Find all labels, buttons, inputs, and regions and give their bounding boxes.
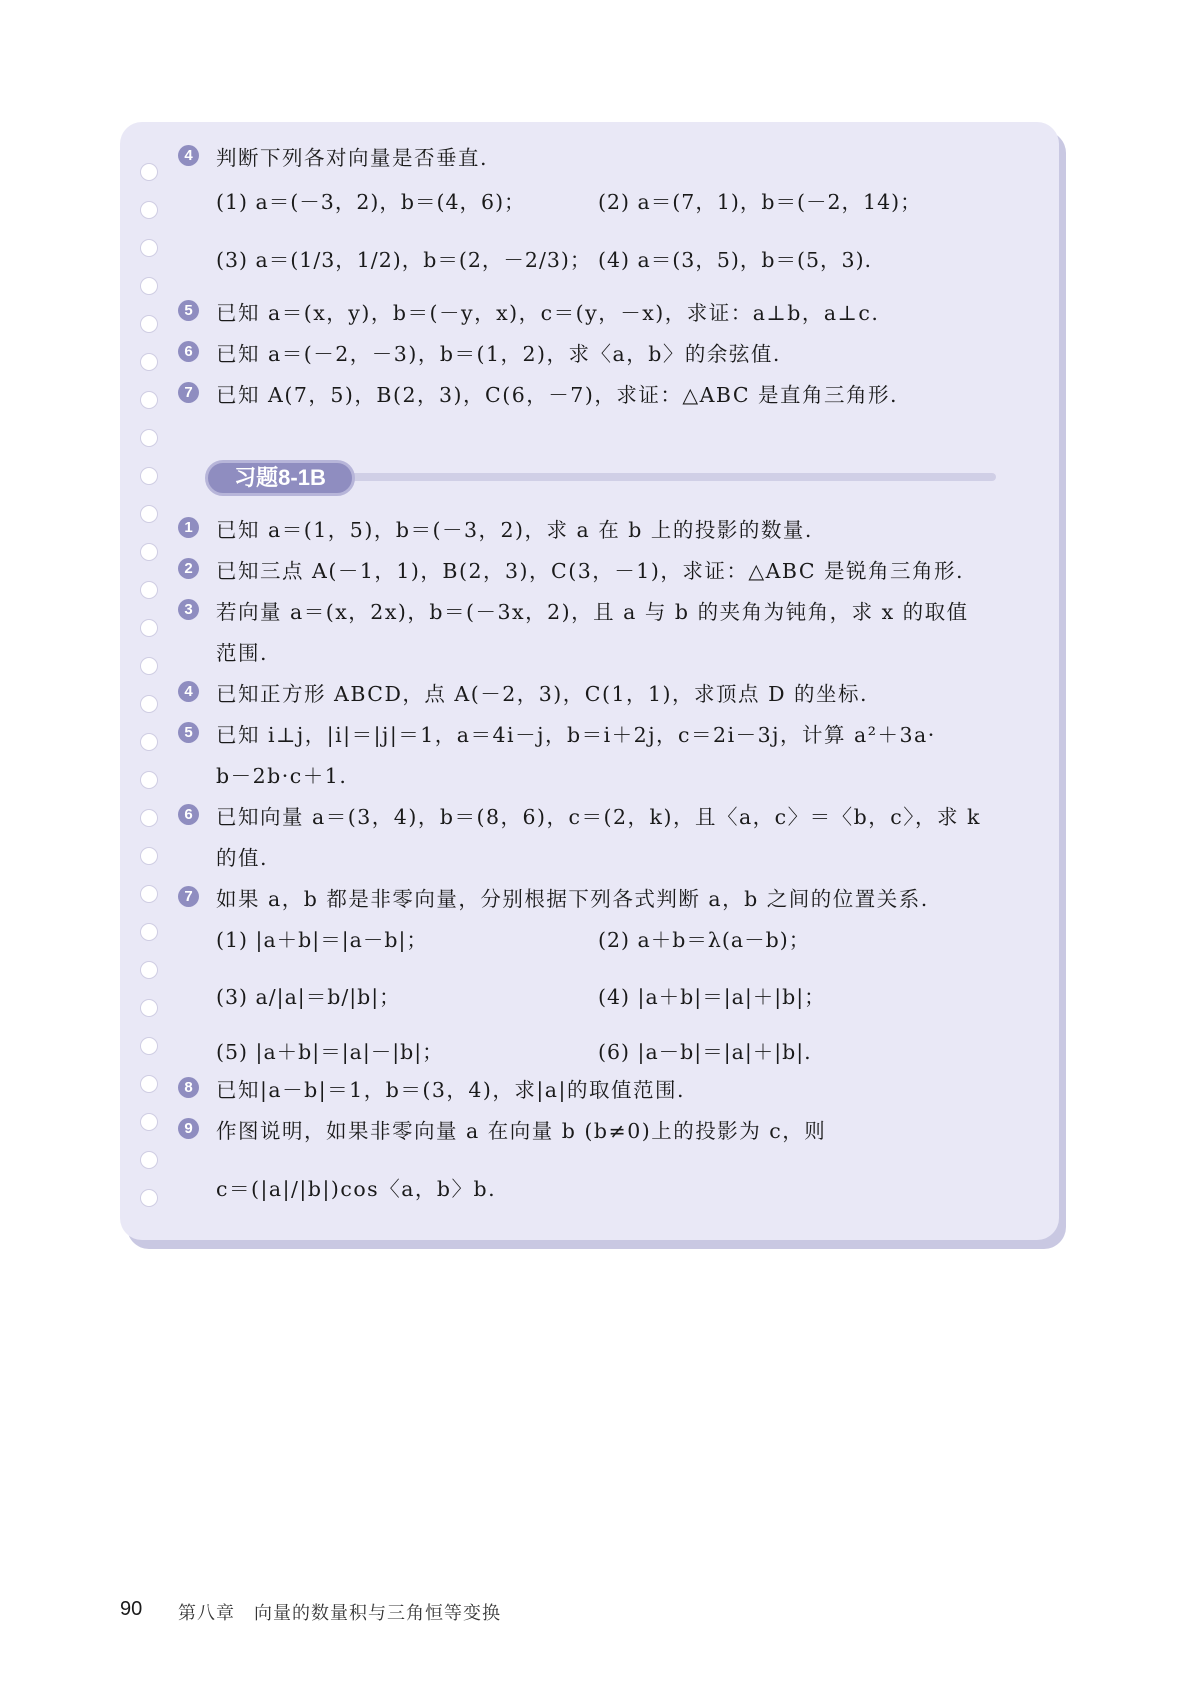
sub-item: (3) a/|a|＝b/|b|； (216, 985, 401, 1009)
binder-hole (140, 961, 158, 979)
item-number-badge: 8 (178, 1077, 199, 1098)
item-text-continued: 的值. (216, 846, 269, 870)
item-text-continued: 范围. (216, 641, 269, 665)
sub-item: (6) |a－b|＝|a|＋|b|. (598, 1040, 812, 1064)
binder-hole (140, 771, 158, 789)
item-number-badge: 4 (178, 145, 199, 166)
sub-item: (3) a＝(1/3，1/2)，b＝(2，－2/3)； (216, 248, 592, 272)
binder-hole (140, 201, 158, 219)
binder-hole (140, 619, 158, 637)
section-rule (350, 473, 996, 481)
binder-hole (140, 277, 158, 295)
binder-hole (140, 391, 158, 409)
item-text: 作图说明，如果非零向量 a 在向量 b (b≠0)上的投影为 c，则 (216, 1119, 827, 1143)
binder-hole (140, 543, 158, 561)
item-text: 已知 a＝(x，y)，b＝(－y，x)，c＝(y，－x)，求证：a⊥b，a⊥c. (216, 301, 880, 325)
binder-hole (140, 923, 158, 941)
item-text-continued: b－2b·c＋1. (216, 764, 348, 788)
binder-hole (140, 733, 158, 751)
item-text: 已知 a＝(－2，－3)，b＝(1，2)，求〈a，b〉的余弦值. (216, 342, 781, 366)
sub-item: (4) a＝(3，5)，b＝(5，3). (598, 248, 873, 272)
item-number-badge: 9 (178, 1118, 199, 1139)
sub-item: (1) a＝(－3，2)，b＝(4，6)； (216, 190, 526, 214)
item-number-badge: 3 (178, 599, 199, 620)
item-text: 已知 a＝(1，5)，b＝(－3，2)，求 a 在 b 上的投影的数量. (216, 518, 813, 542)
item-text: 若向量 a＝(x，2x)，b＝(－3x，2)，且 a 与 b 的夹角为钝角，求 x 的取值 (216, 600, 969, 624)
binder-holes (140, 163, 160, 1203)
sub-item: (2) a＝(7，1)，b＝(－2，14)； (598, 190, 922, 214)
binder-hole (140, 1151, 158, 1169)
binder-hole (140, 999, 158, 1017)
binder-hole (140, 1113, 158, 1131)
chapter-title: 第八章 向量的数量积与三角恒等变换 (178, 1603, 501, 1624)
binder-hole (140, 847, 158, 865)
item-number-badge: 2 (178, 558, 199, 579)
item-number-badge: 1 (178, 517, 199, 538)
item-text: 判断下列各对向量是否垂直. (216, 146, 489, 170)
item-text: 已知 i⊥j，|i|＝|j|＝1，a＝4i－j，b＝i＋2j，c＝2i－3j，计算 a²＋3a· (216, 723, 936, 747)
item-text: 如果 a，b 都是非零向量，分别根据下列各式判断 a，b 之间的位置关系. (216, 887, 929, 911)
item-text-continued: c＝(|a|/|b|)cos〈a，b〉b. (216, 1177, 497, 1201)
item-number-badge: 4 (178, 681, 199, 702)
binder-hole (140, 1075, 158, 1093)
binder-hole (140, 1189, 158, 1207)
binder-hole (140, 429, 158, 447)
binder-hole (140, 315, 158, 333)
binder-hole (140, 467, 158, 485)
item-text: 已知|a－b|＝1，b＝(3，4)，求|a|的取值范围. (216, 1078, 685, 1102)
sub-item: (5) |a＋b|＝|a|－|b|； (216, 1040, 444, 1064)
section-title-badge: 习题8-1B (205, 460, 355, 496)
binder-hole (140, 809, 158, 827)
item-text: 已知向量 a＝(3，4)，b＝(8，6)，c＝(2，k)，且〈a，c〉＝〈b，c〉，求 k (216, 805, 981, 829)
binder-hole (140, 695, 158, 713)
binder-hole (140, 239, 158, 257)
item-text: 已知正方形 ABCD，点 A(－2，3)，C(1，1)，求顶点 D 的坐标. (216, 682, 869, 706)
item-number-badge: 5 (178, 722, 199, 743)
binder-hole (140, 581, 158, 599)
sub-item: (4) |a＋b|＝|a|＋|b|； (598, 985, 826, 1009)
binder-hole (140, 353, 158, 371)
binder-hole (140, 885, 158, 903)
binder-hole (140, 163, 158, 181)
page-number: 90 (120, 1598, 143, 1620)
sub-item: (2) a＋b＝λ(a－b)； (598, 928, 811, 952)
item-number-badge: 5 (178, 300, 199, 321)
item-text: 已知三点 A(－1，1)，B(2，3)，C(3，－1)，求证：△ABC 是锐角三角形. (216, 559, 965, 583)
sub-item: (1) |a＋b|＝|a－b|； (216, 928, 428, 952)
binder-hole (140, 505, 158, 523)
binder-hole (140, 1037, 158, 1055)
item-number-badge: 7 (178, 886, 199, 907)
binder-hole (140, 657, 158, 675)
item-text: 已知 A(7，5)，B(2，3)，C(6，－7)，求证：△ABC 是直角三角形. (216, 383, 899, 407)
item-number-badge: 7 (178, 382, 199, 403)
item-number-badge: 6 (178, 804, 199, 825)
item-number-badge: 6 (178, 341, 199, 362)
